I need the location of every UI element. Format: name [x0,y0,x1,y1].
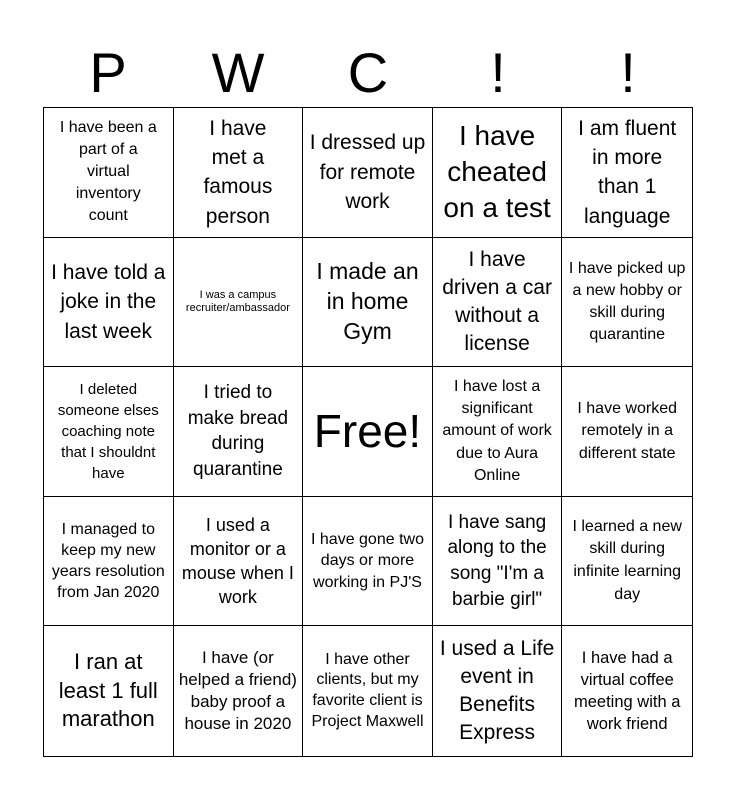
header-letter-2: W [211,41,265,104]
bingo-cell-r1c2[interactable] [174,108,304,238]
bingo-cell-text: I have met a famous person [203,116,273,228]
bingo-cell-r2c3[interactable] [303,238,433,368]
bingo-cell-r1c1[interactable] [44,108,174,238]
bingo-header [43,40,693,106]
bingo-cell-r3c5[interactable] [562,367,692,497]
bingo-cell-r3c2[interactable] [174,367,304,497]
bingo-cell-r5c5[interactable] [562,626,692,756]
bingo-cell-r3c4[interactable] [433,367,563,497]
bingo-cell-r5c3[interactable] [303,626,433,756]
bingo-cell-free[interactable] [303,367,433,497]
bingo-cell-text: I have worked remotely in a different state [577,400,677,462]
bingo-cell-text: I dressed up for remote work [309,131,426,213]
free-space-text: Free! [313,405,422,458]
bingo-cell-text: I have been a part of a virtual inventory count [59,119,157,225]
bingo-cell-text: I learned a new skill during infinite learning day [572,517,682,603]
bingo-cell-r4c4[interactable] [433,497,563,627]
bingo-cell-r2c1[interactable] [44,238,174,368]
header-letter-3: C [347,41,389,104]
bingo-cell-text: I have picked up a new hobby or skill during quarantine [568,259,686,343]
bingo-cell-r5c4[interactable] [433,626,563,756]
bingo-cell-text: I ran at least 1 full marathon [58,649,158,732]
bingo-cell-r5c1[interactable] [44,626,174,756]
bingo-cell-r1c5[interactable] [562,108,692,238]
bingo-cell-text: I have sang along to the song "I'm a barbie girl" [447,511,547,610]
bingo-cell-text: I used a Life event in Benefits Express [439,637,555,745]
bingo-cell-text: I managed to keep my new years resolution from Jan 2020 [51,520,165,602]
bingo-cell-r4c2[interactable] [174,497,304,627]
bingo-cell-r2c5[interactable] [562,238,692,368]
bingo-cell-text: I used a monitor or a mouse when I work [181,514,294,608]
bingo-cell-text: I was a campus recruiter/ambassador [185,288,290,314]
bingo-cell-r4c3[interactable] [303,497,433,627]
bingo-cell-text: I have driven a car without a license [442,248,552,355]
bingo-cell-r2c2[interactable] [174,238,304,368]
bingo-grid [43,107,693,757]
bingo-cell-r3c1[interactable] [44,367,174,497]
bingo-cell-r1c4[interactable] [433,108,563,238]
bingo-cell-r1c3[interactable] [303,108,433,238]
header-letter-4: ! [490,41,506,104]
bingo-cell-text: I tried to make bread during quarantine [187,382,289,481]
bingo-cell-text: I have gone two days or more working in PJ'S [311,530,424,591]
bingo-cell-text: I have told a joke in the last week [51,260,166,343]
bingo-cell-text: I have had a virtual coffee meeting with a work friend [574,648,681,734]
header-letter-1: P [89,41,127,104]
bingo-cell-r4c5[interactable] [562,497,692,627]
bingo-cell-r2c4[interactable] [433,238,563,368]
header-letter-5: ! [620,41,636,104]
bingo-cell-text: I am fluent in more than 1 language [578,116,677,228]
bingo-cell-text: I have other clients, but my favorite client is Project Maxwell [311,650,424,730]
bingo-cell-r5c2[interactable] [174,626,304,756]
bingo-cell-text: I made an in home Gym [316,258,419,344]
bingo-cell-text: I have lost a significant amount of work due to Aura Online [442,378,552,484]
bingo-cell-r4c1[interactable] [44,497,174,627]
bingo-cell-text: I have (or helped a friend) baby proof a house in 2020 [178,648,297,734]
bingo-cell-text: I deleted someone elses coaching note that I shouldnt have [57,380,159,482]
bingo-cell-text: I have cheated on a test [443,119,551,224]
